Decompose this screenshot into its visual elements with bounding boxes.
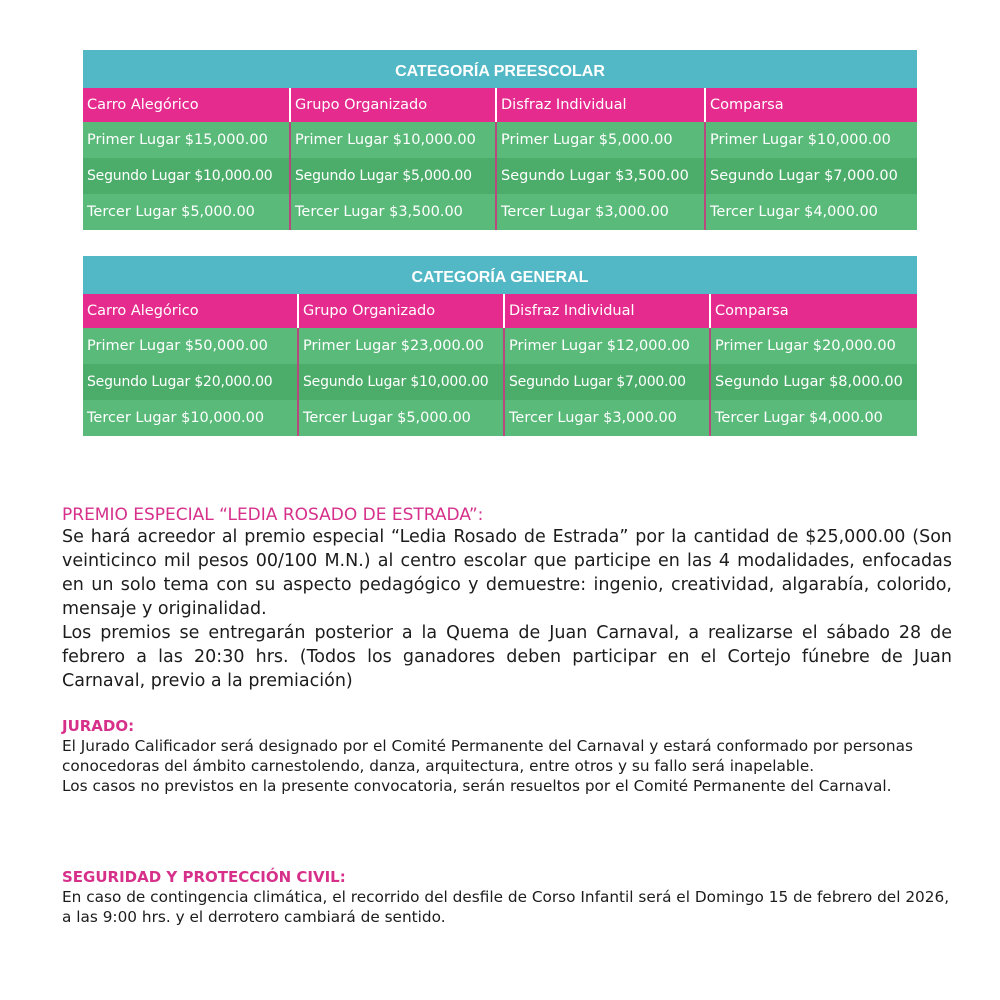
column-header: Carro Alegórico [83, 294, 299, 328]
seguridad-heading: SEGURIDAD Y PROTECCIÓN CIVIL: [62, 868, 346, 886]
table-cell: Segundo Lugar $7,000.00 [706, 158, 917, 194]
table-title: CATEGORÍA GENERAL [83, 256, 917, 294]
table-cell: Segundo Lugar $10,000.00 [299, 364, 505, 400]
column-header: Carro Alegórico [83, 88, 291, 122]
jurado-paragraph: El Jurado Calificador será designado por el Comité Permanente del Carnaval y estará conformado por personas conocedoras del ámbito carnestolendo, danza, arquitectura, entre otros y su fallo será inapelable. [62, 737, 913, 775]
table-cell: Primer Lugar $23,000.00 [299, 328, 505, 364]
table-cell: Segundo Lugar $8,000.00 [711, 364, 917, 400]
table-cell: Primer Lugar $10,000.00 [291, 122, 497, 158]
seguridad-section [62, 867, 952, 927]
column-header: Comparsa [706, 88, 917, 122]
jurado-casos-paragraph: Los casos no previstos en la presente convocatoria, serán resueltos por el Comité Permanente del Carnaval. [62, 777, 892, 795]
jurado-section [62, 716, 952, 796]
premio-entrega-paragraph: Los premios se entregarán posterior a la Quema de Juan Carnaval, a realizarse el sábado 28 de febrero a las 20:30 hrs. (Todos los ganadores deben participar en el Cortejo fúnebre de Juan Carnaval, previo a la premiación) [62, 623, 952, 691]
table-cell: Segundo Lugar $20,000.00 [83, 364, 299, 400]
column-header: Comparsa [711, 294, 917, 328]
table-cell: Primer Lugar $20,000.00 [711, 328, 917, 364]
column-header: Disfraz Individual [497, 88, 706, 122]
table-cell: Primer Lugar $15,000.00 [83, 122, 291, 158]
premio-paragraph: Se hará acreedor al premio especial “Ledia Rosado de Estrada” por la cantidad de $25,000.00 (Son veinticinco mil pesos 00/100 M.N.) al centro escolar que participe en las 4 modalidades, enfocadas en un solo tema con su aspecto pedagógico y demuestre: ingenio, creatividad, algarabía, colorido, mensaje y originalidad. [62, 527, 952, 619]
table-cell: Tercer Lugar $4,000.00 [706, 194, 917, 230]
table-cell: Tercer Lugar $3,000.00 [497, 194, 706, 230]
table-cell: Tercer Lugar $10,000.00 [83, 400, 299, 436]
table-cell: Primer Lugar $12,000.00 [505, 328, 711, 364]
seguridad-paragraph: En caso de contingencia climática, el recorrido del desfile de Corso Infantil será el Domingo 15 de febrero del 2026, a las 9:00 hrs. y el derrotero cambiará de sentido. [62, 888, 950, 926]
table-general [83, 256, 917, 436]
table-cell: Segundo Lugar $10,000.00 [83, 158, 291, 194]
table-cell: Primer Lugar $50,000.00 [83, 328, 299, 364]
table-cell: Segundo Lugar $3,500.00 [497, 158, 706, 194]
table-cell: Primer Lugar $5,000.00 [497, 122, 706, 158]
table-preescolar [83, 50, 917, 230]
column-header: Grupo Organizado [299, 294, 505, 328]
table-cell: Tercer Lugar $4,000.00 [711, 400, 917, 436]
column-header: Grupo Organizado [291, 88, 497, 122]
table-cell: Tercer Lugar $3,000.00 [505, 400, 711, 436]
table-title: CATEGORÍA PREESCOLAR [83, 50, 917, 88]
table-cell: Segundo Lugar $7,000.00 [505, 364, 711, 400]
premio-heading: PREMIO ESPECIAL “LEDIA ROSADO DE ESTRADA”: [62, 505, 484, 525]
premio-section [62, 505, 952, 693]
jurado-heading: JURADO: [62, 717, 135, 735]
column-header: Disfraz Individual [505, 294, 711, 328]
table-cell: Tercer Lugar $5,000.00 [299, 400, 505, 436]
table-cell: Segundo Lugar $5,000.00 [291, 158, 497, 194]
table-cell: Tercer Lugar $3,500.00 [291, 194, 497, 230]
table-cell: Tercer Lugar $5,000.00 [83, 194, 291, 230]
table-cell: Primer Lugar $10,000.00 [706, 122, 917, 158]
